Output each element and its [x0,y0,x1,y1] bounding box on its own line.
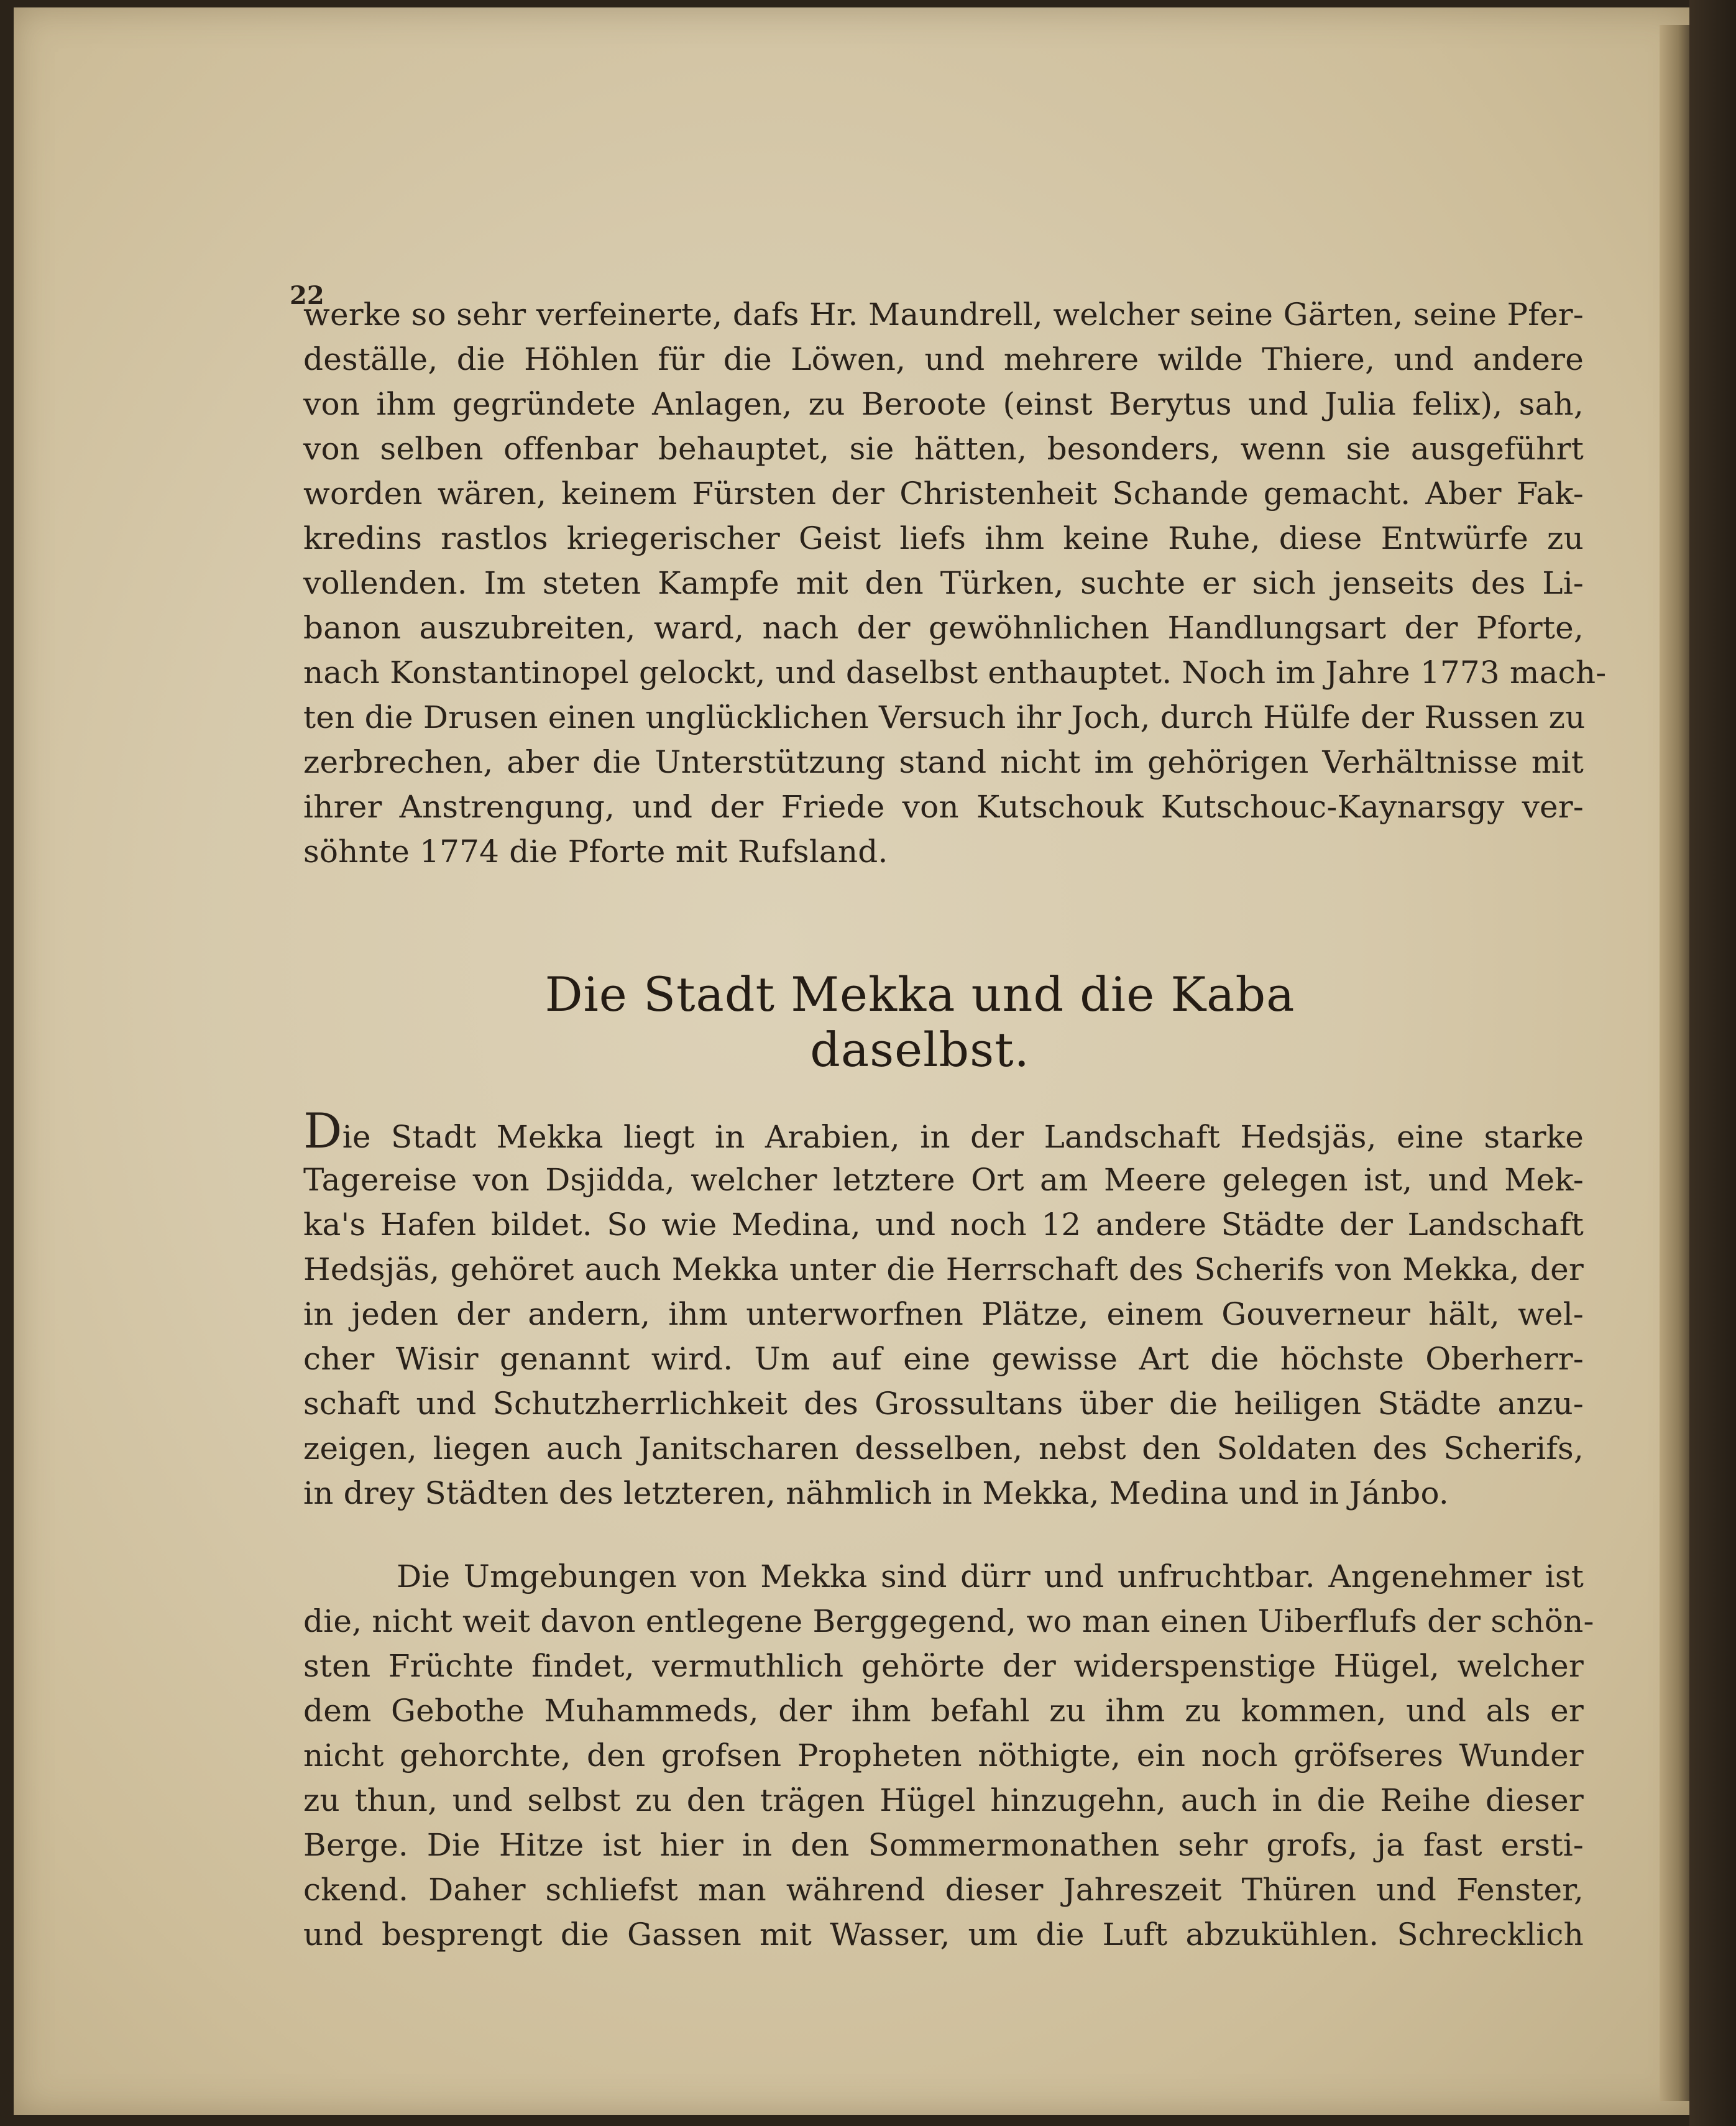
text-line: söhnte 1774 die Pforte mit Rufsland. [303,834,888,870]
text-line: nicht gehorchte, den grofsen Propheten nöthigte, ein noch gröfseres Wunder [303,1737,1584,1774]
text-line: sten Früchte findet, vermuthlich gehörte der widerspenstige Hügel, welcher [303,1648,1584,1684]
text-line: ihrer Anstrengung, und der Friede von Kutschouk Kutschouc-Kaynarsgy ver- [303,789,1584,825]
section-heading: Die Stadt Mekka und die Kaba daselbst. [544,967,1295,1077]
text-line: Tagereise von Dsjidda, welcher letztere Ort am Meere gelegen ist, und Mek- [303,1162,1584,1198]
text-line: kredins rastlos kriegerischer Geist liefs ihm keine Ruhe, diese Entwürfe zu [303,520,1584,556]
text-line: von selben offenbar behauptet, sie hätten, besonders, wenn sie ausgeführt [303,431,1584,467]
text-line: Die Umgebungen von Mekka sind dürr und unfruchtbar. Angenehmer ist [397,1558,1584,1594]
text-line-first [303,1103,1584,1159]
page-number: 22 [290,281,324,310]
text-line: ckend. Daher schliefst man während dieser Jahreszeit Thüren und Fenster, [303,1872,1584,1908]
text-line: cher Wisir genannt wird. Um auf eine gewisse Art die höchste Oberherr- [303,1341,1584,1377]
text-line: dem Gebothe Muhammeds, der ihm befahl zu ihm zu kommen, und als er [303,1693,1584,1729]
text-line: worden wären, keinem Fürsten der Christenheit Schande gemacht. Aber Fak- [303,476,1584,512]
drop-cap: D [303,1103,342,1159]
text-line: von ihm gegründete Anlagen, zu Beroote (einst Berytus und Julia felix), sah, [303,386,1584,422]
text-line: schaft und Schutzherrlichkeit des Grossultans über die heiligen Städte anzu- [303,1386,1584,1422]
book-cover-edge [1689,0,1736,2126]
text-line: banon auszubreiten, ward, nach der gewöhnlichen Handlungsart der Pforte, [303,610,1584,646]
text-line: vollenden. Im steten Kampfe mit den Türken, suchte er sich jenseits des Li- [303,565,1584,601]
text-line: ka's Hafen bildet. So wie Medina, und noch 12 andere Städte der Landschaft [303,1207,1584,1243]
paragraph-2 [303,1103,1584,1516]
text-line: nach Konstantinopel gelockt, und daselbst enthauptet. Noch im Jahre 1773 mach- [303,655,1607,691]
paragraph-1 [303,292,1607,874]
text-line: ten die Drusen einen unglücklichen Versuch ihr Joch, durch Hülfe der Russen zu [303,699,1586,735]
text-line: zu thun, und selbst zu den trägen Hügel hinzugehn, auch in die Reihe dieser [303,1782,1584,1818]
text-line: deställe, die Höhlen für die Löwen, und mehrere wilde Thiere, und andere [303,341,1584,377]
text-line: Berge. Die Hitze ist hier in den Sommermonathen sehr grofs, ja fast ersti- [303,1827,1584,1863]
paragraph-3 [303,1554,1594,1957]
text-line: die, nicht weit davon entlegene Berggegend, wo man einen Uiberflufs der schön- [303,1603,1594,1639]
text-line: und besprengt die Gassen mit Wasser, um die Luft abzukühlen. Schrecklich [303,1917,1584,1953]
text-line: zeigen, liegen auch Janitscharen desselben, nebst den Soldaten des Scherifs, [303,1430,1584,1466]
text-line: Hedsjäs, gehöret auch Mekka unter die Herrschaft des Scherifs von Mekka, der [303,1251,1584,1287]
text-line-first-rest: ie Stadt Mekka liegt in Arabien, in der Landschaft Hedsjäs, eine starke [342,1119,1584,1155]
text-line: in jeden der andern, ihm unterworfnen Plätze, einem Gouverneur hält, wel- [303,1296,1584,1332]
text-line: in drey Städten des letzteren, nähmlich in Mekka, Medina und in Jánbo. [303,1475,1449,1511]
text-line: zerbrechen, aber die Unterstützung stand nicht im gehörigen Verhältnisse mit [303,744,1584,780]
text-line: werke so sehr verfeinerte, dafs Hr. Maundrell, welcher seine Gärten, seine Pfer- [303,297,1584,333]
